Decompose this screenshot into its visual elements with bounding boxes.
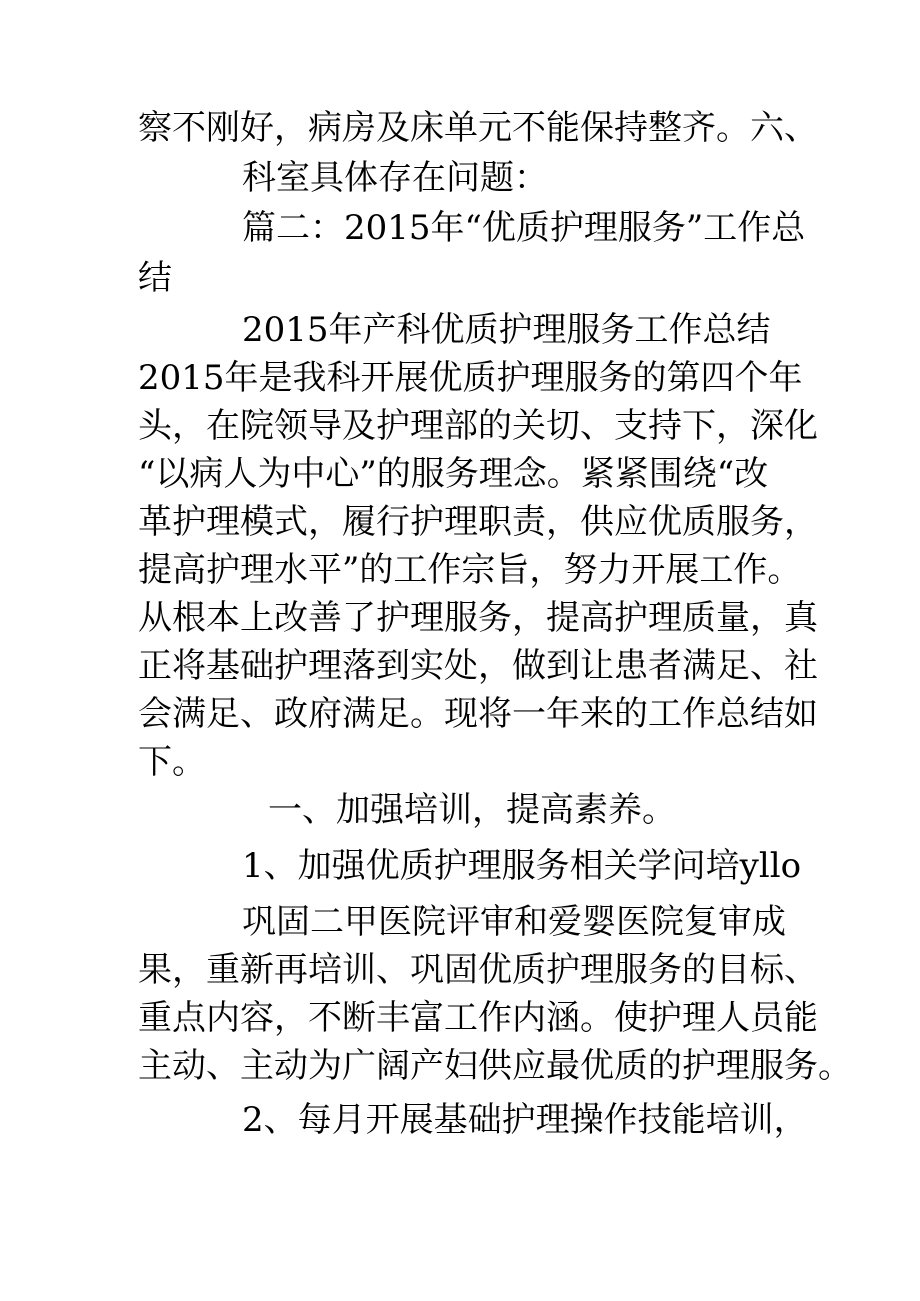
text-line: 2015年是我科开展优质护理服务的第四个年 (138, 358, 803, 398)
text-line: 提高护理水平”的工作宗旨，努力开展工作。 (138, 550, 802, 590)
text-line: 正将基础护理落到实处，做到让患者满足、社 (138, 646, 818, 686)
text-line: 科室具体存在问题： (242, 158, 548, 198)
text-line: 革护理模式，履行护理职责，供应优质服务， (138, 502, 818, 542)
text-line: 主动、主动为广阔产妇供应最优质的护理服务。 (138, 1046, 852, 1086)
text-line: 从根本上改善了护理服务，提高护理质量，真 (138, 598, 818, 638)
text-line: 巩固二甲医院评审和爱婴医院复审成 (242, 902, 786, 942)
text-line: 头，在院领导及护理部的关切、支持下，深化 (138, 406, 818, 446)
list-item-heading: 2、每月开展基础护理操作技能培训， (242, 1100, 808, 1140)
section-heading-continued: 结 (138, 258, 172, 298)
text-line: 下。 (138, 742, 206, 782)
document-title: 2015年产科优质护理服务工作总结 (242, 310, 771, 350)
list-item-heading: 1、加强优质护理服务相关学问培yllo (242, 846, 802, 886)
text-line: 果，重新再培训、巩固优质护理服务的目标、 (138, 950, 818, 990)
text-line: 会满足、政府满足。现将一年来的工作总结如 (138, 694, 818, 734)
section-heading: 篇二：2015年“优质护理服务”工作总 (242, 208, 806, 248)
text-line: “以病人为中心”的服务理念。紧紧围绕“改 (138, 454, 769, 494)
text-line: 重点内容，不断丰富工作内涵。使护理人员能 (138, 998, 818, 1038)
text-line: 察不刚好，病房及床单元不能保持整齐。六、 (138, 108, 818, 148)
subsection-heading: 一、加强培训，提高素养。 (268, 790, 676, 830)
